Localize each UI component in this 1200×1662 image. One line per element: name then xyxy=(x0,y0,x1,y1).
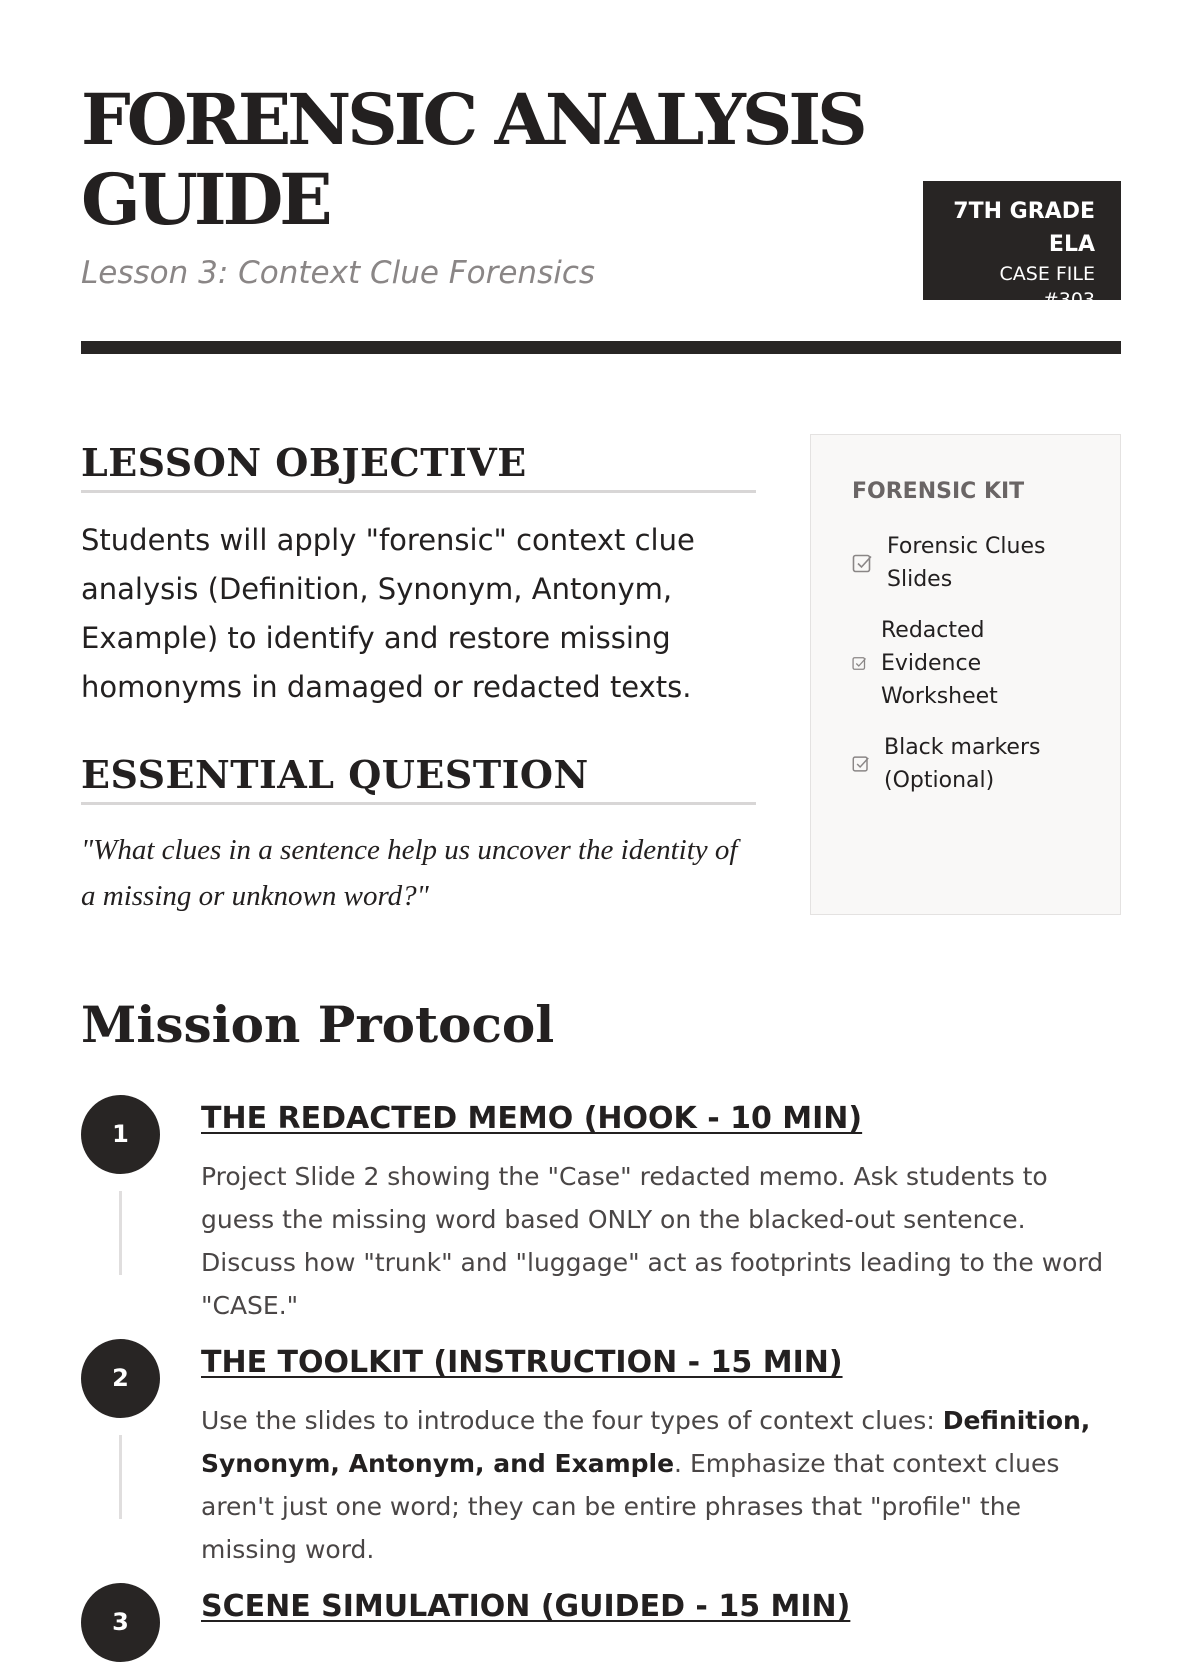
check-square-icon xyxy=(852,553,873,574)
lesson-subtitle: Lesson 3: Context Clue Forensics xyxy=(81,255,596,291)
step-title: THE TOOLKIT (INSTRUCTION - 15 MIN) xyxy=(201,1345,843,1380)
grade-badge xyxy=(923,181,1121,311)
grade-label: 7TH GRADE ELA xyxy=(953,199,1095,257)
objective-text: Students will apply "forensic" context clue analysis (Definition, Synonym, Antonym, Example) to identify and restore missing homonyms in damaged or redacted texts. xyxy=(81,523,695,704)
kit-item xyxy=(852,530,1090,596)
step-title: SCENE SIMULATION (GUIDED - 15 MIN) xyxy=(201,1589,851,1624)
lesson-guide-page xyxy=(81,0,1121,1636)
mission-protocol-heading: Mission Protocol xyxy=(81,995,555,1054)
step-body-text: . Emphasize that context clues aren't just one word; they can be entire phrases that "profile" the missing word. xyxy=(201,1449,1060,1564)
check-square-icon xyxy=(852,755,870,773)
header xyxy=(81,80,1121,350)
kit-item-label: Forensic Clues Slides xyxy=(887,534,1046,592)
essential-question-section xyxy=(81,752,756,919)
kit-item xyxy=(852,731,1090,797)
step-number: 1 xyxy=(81,1095,160,1174)
step-body: Project Slide 2 showing the "Case" redacted memo. Ask students to guess the missing word based ONLY on the blacked-out sentence. Discuss how "trunk" and "luggage" act as footprints leading to the word "CASE." xyxy=(201,1162,1104,1320)
step-body xyxy=(201,1399,1116,1571)
kit-item xyxy=(852,614,1090,713)
objective-heading: LESSON OBJECTIVE xyxy=(81,440,756,493)
case-file-label: CASE FILE #303 xyxy=(999,263,1095,311)
check-square-icon xyxy=(852,656,867,671)
lesson-objective-section xyxy=(81,440,756,712)
step-body-text: Use the slides to introduce the four types of context clues: xyxy=(201,1406,943,1435)
kit-title: FORENSIC KIT xyxy=(852,479,1025,504)
header-divider xyxy=(81,341,1121,354)
question-heading: ESSENTIAL QUESTION xyxy=(81,752,756,805)
question-text: "What clues in a sentence help us uncover the identity of a missing or unknown word?" xyxy=(81,834,738,912)
step-title: THE REDACTED MEMO (HOOK - 10 MIN) xyxy=(201,1101,863,1136)
kit-item-label: Redacted Evidence Worksheet xyxy=(881,618,998,709)
step-connector xyxy=(119,1435,122,1519)
step-connector xyxy=(119,1191,122,1275)
page-title: FORENSIC ANALYSIS GUIDE xyxy=(81,78,864,241)
kit-item-label: Black markers (Optional) xyxy=(884,735,1041,793)
step-number: 3 xyxy=(81,1583,160,1662)
step-number: 2 xyxy=(81,1339,160,1418)
forensic-kit-panel xyxy=(810,434,1121,915)
step-body-emphasis: Definition, Synonym, Antonym, and Example xyxy=(201,1406,1091,1478)
